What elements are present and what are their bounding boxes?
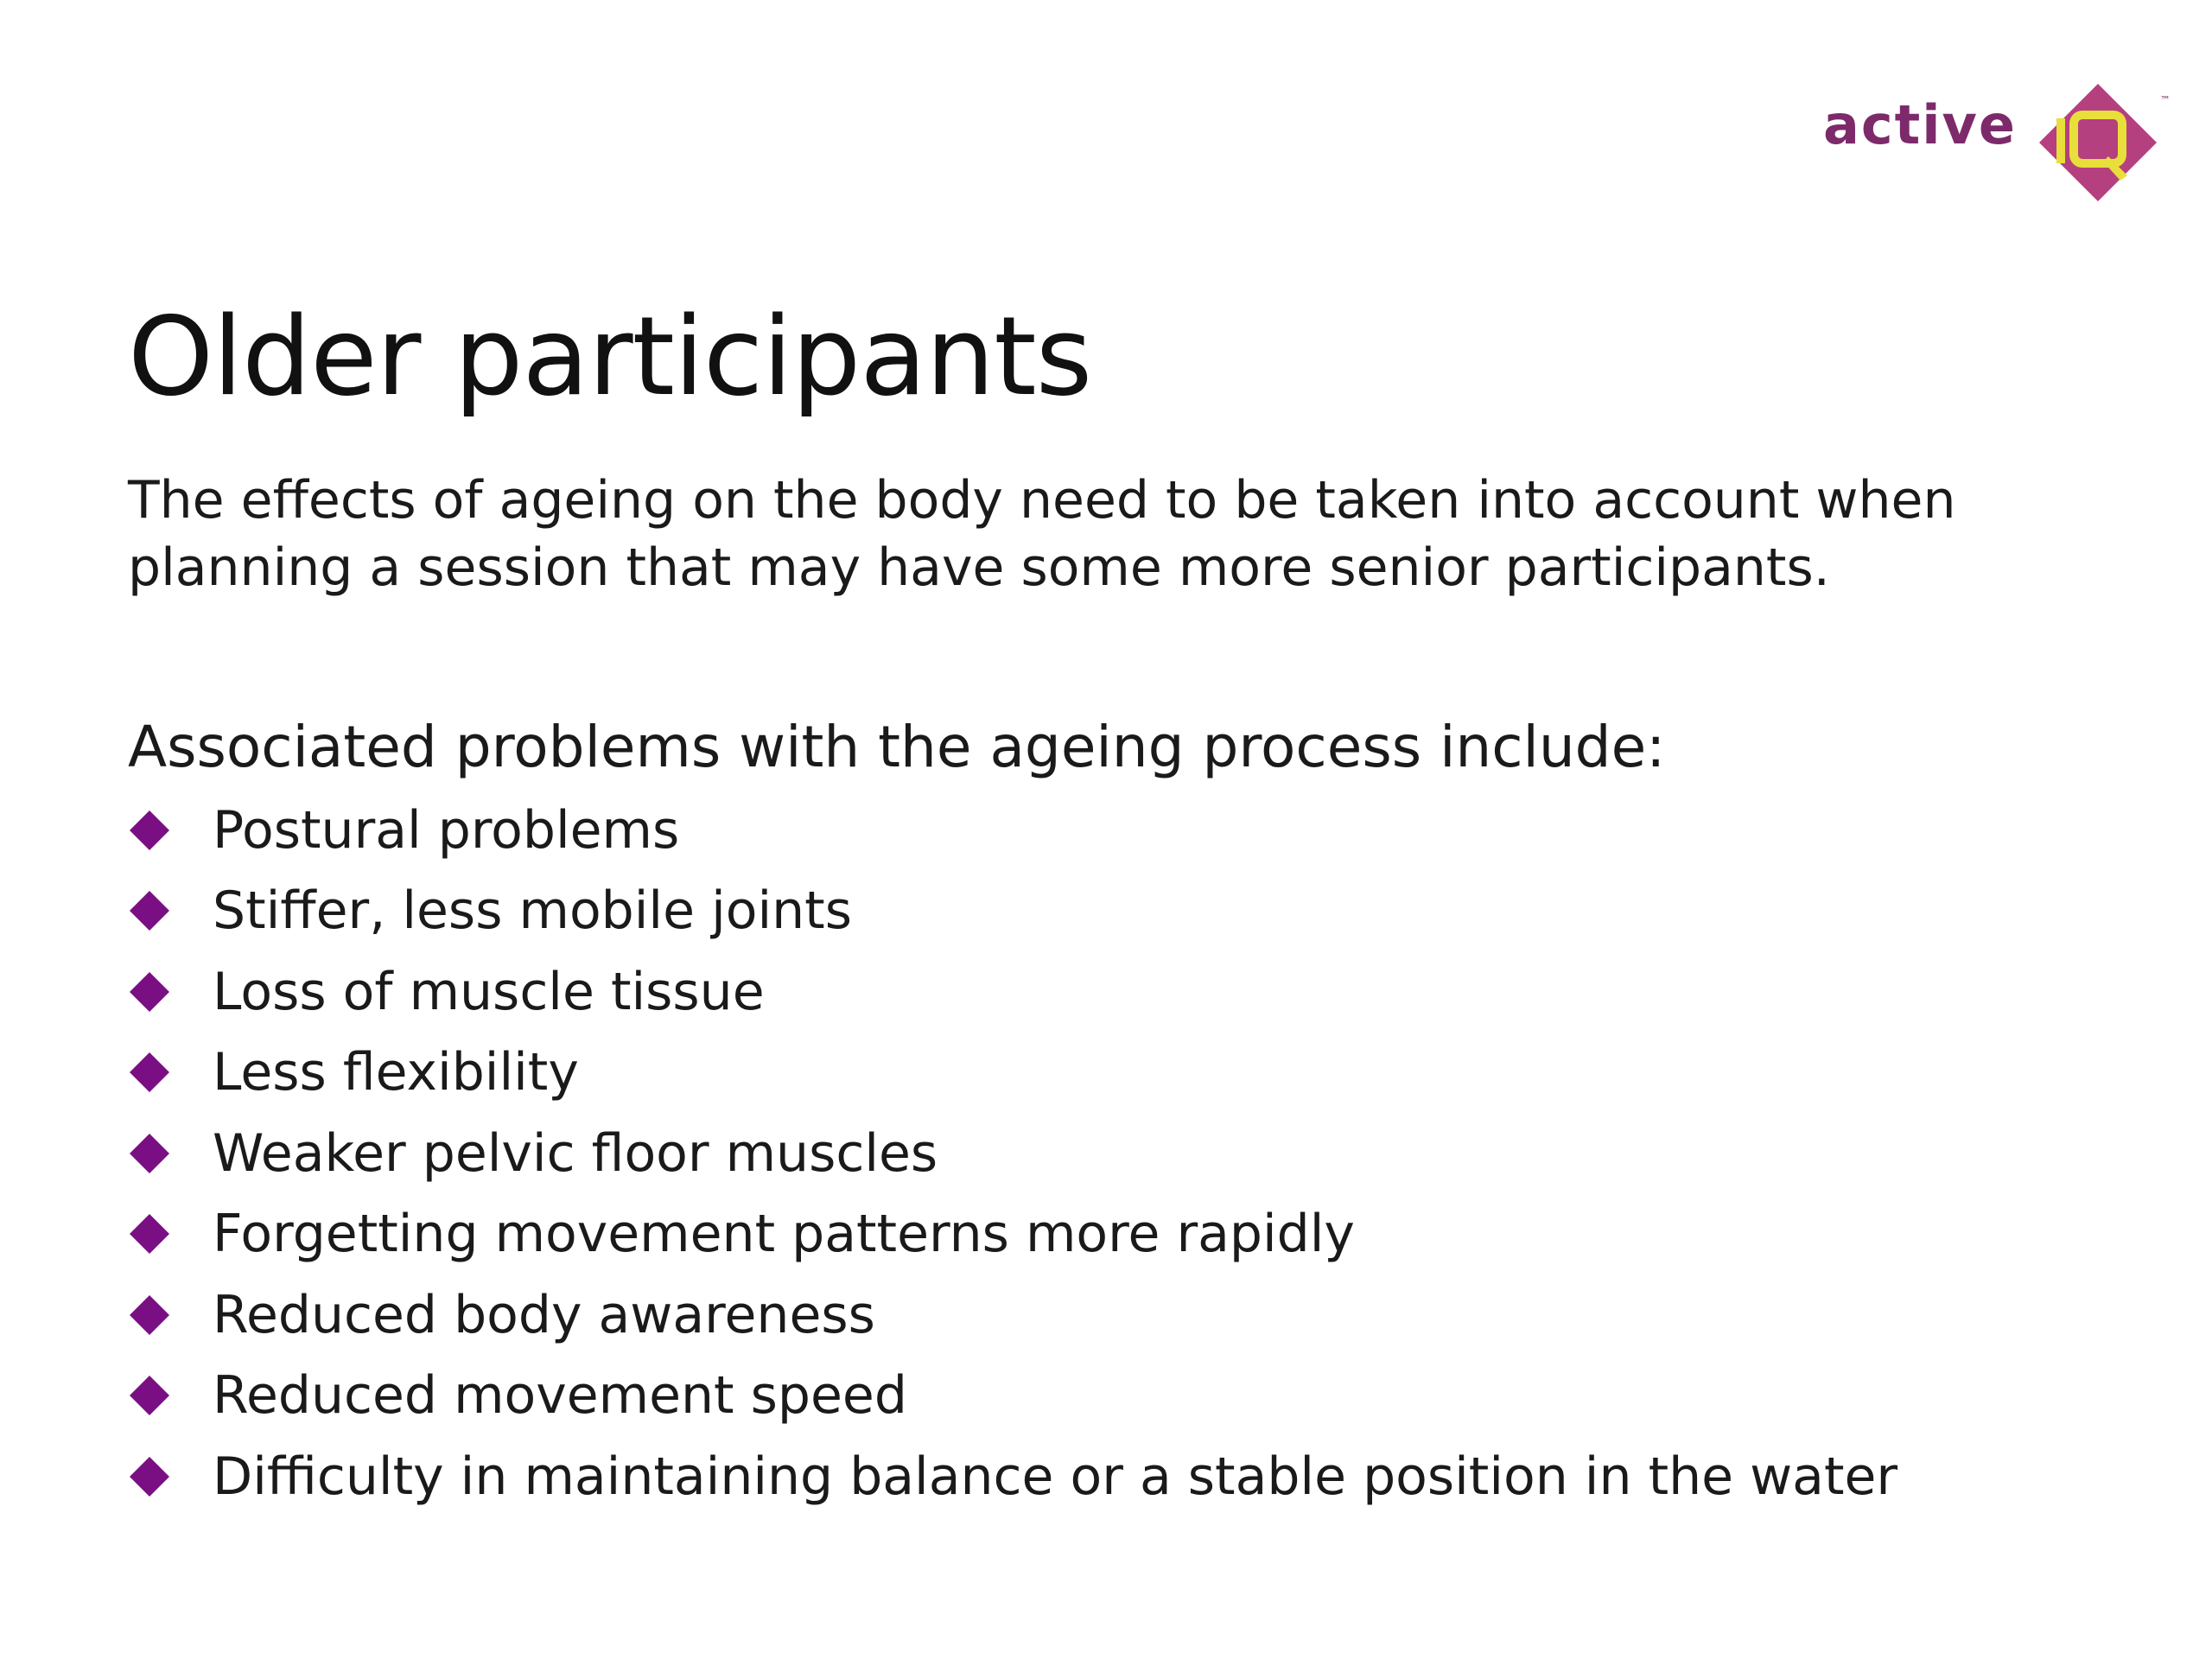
list-item <box>128 1033 1897 1114</box>
list-item-text: Weaker pelvic floor muscles <box>213 1122 938 1184</box>
diamond-bullet-icon <box>128 1455 171 1498</box>
problems-subheading: Associated problems with the ageing process include: <box>128 714 1666 780</box>
list-item-text: Difficulty in maintaining balance or a stable position in the water <box>213 1446 1898 1507</box>
list-item-text: Reduced movement speed <box>213 1365 907 1427</box>
logo-wordmark: active <box>1823 93 2017 156</box>
intro-paragraph: The effects of ageing on the body need to be taken into account when planning a session that may have some more senior participants. <box>128 470 1956 598</box>
diamond-bullet-icon <box>128 1051 171 1094</box>
list-item-text: Loss of muscle tissue <box>213 961 765 1022</box>
diamond-bullet-icon <box>128 1212 171 1255</box>
list-item <box>128 790 1897 871</box>
list-item <box>128 1356 1897 1437</box>
diamond-bullet-icon <box>128 889 171 932</box>
diamond-bullet-icon <box>128 1132 171 1175</box>
diamond-bullet-icon <box>128 809 171 852</box>
list-item-text: Reduced body awareness <box>213 1284 875 1345</box>
activeiq-logo <box>1823 82 2169 203</box>
logo-trademark: ™ <box>2160 94 2171 106</box>
list-item-text: Less flexibility <box>213 1042 579 1103</box>
diamond-bullet-icon <box>128 970 171 1014</box>
list-item <box>128 1113 1897 1194</box>
problems-list <box>128 790 1897 1517</box>
list-item <box>128 951 1897 1033</box>
diamond-bullet-icon <box>128 1374 171 1417</box>
slide-title: Older participants <box>128 293 1092 420</box>
diamond-bullet-icon <box>128 1294 171 1337</box>
list-item-text: Stiffer, less mobile joints <box>213 880 852 942</box>
list-item <box>128 1194 1897 1275</box>
list-item <box>128 871 1897 952</box>
logo-iq-mark-icon <box>2037 82 2158 203</box>
list-item-text: Forgetting movement patterns more rapidly <box>213 1204 1355 1265</box>
list-item <box>128 1436 1897 1517</box>
list-item-text: Postural problems <box>213 799 680 861</box>
list-item <box>128 1274 1897 1356</box>
